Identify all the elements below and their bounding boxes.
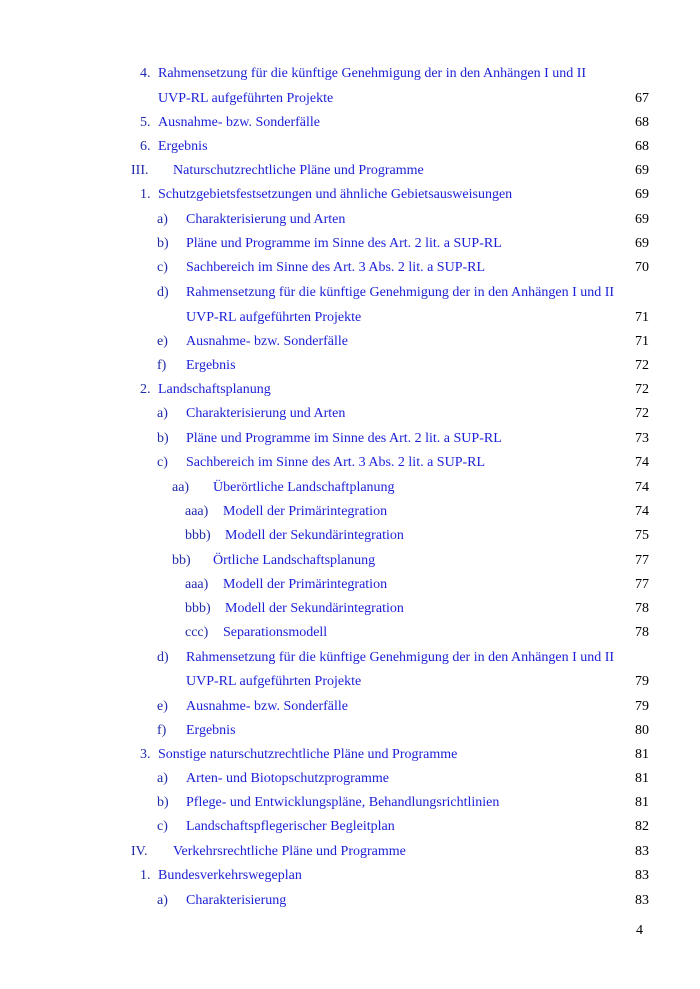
toc-entry-page: 77 xyxy=(635,553,649,568)
toc-entry-title[interactable]: Pläne und Programme im Sinne des Art. 2 lit. a SUP-RL xyxy=(186,236,502,251)
toc-entry-title[interactable]: Bundesverkehrswegeplan xyxy=(158,868,302,883)
toc-entry-page: 81 xyxy=(635,795,649,810)
toc-entry-title[interactable]: UVP-RL aufgeführten Projekte xyxy=(186,310,362,325)
toc-entry[interactable] xyxy=(0,478,700,498)
toc-entry-title[interactable]: Ausnahme- bzw. Sonderfälle xyxy=(186,334,348,349)
toc-entry-title[interactable]: Landschaftspflegerischer Begleitplan xyxy=(186,819,395,834)
toc-entry[interactable] xyxy=(0,429,700,449)
toc-entry-page: 74 xyxy=(635,480,649,495)
toc-entry[interactable] xyxy=(0,866,700,886)
toc-entry-marker: aa) xyxy=(172,480,190,495)
toc-entry[interactable] xyxy=(0,817,700,837)
toc-entry-title[interactable]: Überörtliche Landschaftplanung xyxy=(213,480,395,495)
toc-entry-marker: IV. xyxy=(131,844,148,859)
toc-entry[interactable] xyxy=(0,526,700,546)
toc-entry[interactable] xyxy=(0,453,700,473)
toc-entry[interactable] xyxy=(0,356,700,376)
toc-entry-page: 83 xyxy=(635,844,649,859)
toc-entry[interactable] xyxy=(0,404,700,424)
toc-entry-page: 72 xyxy=(635,382,649,397)
toc-entry[interactable] xyxy=(0,161,700,181)
toc-entry-title[interactable]: Rahmensetzung für die künftige Genehmigung der in den Anhängen I und II xyxy=(186,285,615,300)
toc-entry-marker: a) xyxy=(157,212,168,227)
toc-entry-title[interactable]: Ausnahme- bzw. Sonderfälle xyxy=(186,699,348,714)
toc-entry[interactable] xyxy=(0,137,700,157)
toc-entry-page: 82 xyxy=(635,819,649,834)
toc-entry-marker: 5. xyxy=(140,115,151,130)
toc-entry[interactable] xyxy=(0,697,700,717)
toc-entry-title[interactable]: Modell der Primärintegration xyxy=(223,577,388,592)
toc-entry-marker: f) xyxy=(157,358,167,373)
toc-entry-marker: c) xyxy=(157,455,168,470)
toc-entry-title[interactable]: Ausnahme- bzw. Sonderfälle xyxy=(158,115,320,130)
toc-entry-marker: aaa) xyxy=(185,504,209,519)
toc-entry-page: 78 xyxy=(635,601,649,616)
toc-entry-page: 83 xyxy=(635,868,649,883)
toc-entry-title[interactable]: Arten- und Biotopschutzprogramme xyxy=(186,771,389,786)
toc-entry-page: 79 xyxy=(635,699,649,714)
toc-entry-marker: d) xyxy=(157,285,169,300)
toc-entry-marker: 1. xyxy=(140,187,151,202)
toc-entry-page: 78 xyxy=(635,625,649,640)
toc-entry-title[interactable]: Rahmensetzung für die künftige Genehmigung der in den Anhängen I und II xyxy=(186,650,615,665)
toc-entry-title[interactable]: Charakterisierung und Arten xyxy=(186,212,346,227)
toc-entry-marker: 6. xyxy=(140,139,151,154)
toc-entry[interactable] xyxy=(0,113,700,133)
toc-entry-marker: a) xyxy=(157,406,168,421)
toc-entry[interactable] xyxy=(0,234,700,254)
toc-entry-page: 71 xyxy=(635,310,649,325)
toc-entry-page: 74 xyxy=(635,455,649,470)
toc-entry-title[interactable]: Rahmensetzung für die künftige Genehmigung der in den Anhängen I und II xyxy=(158,66,587,81)
toc-entry-marker: c) xyxy=(157,260,168,275)
toc-entry-title[interactable]: UVP-RL aufgeführten Projekte xyxy=(186,674,362,689)
toc-entry-title[interactable]: UVP-RL aufgeführten Projekte xyxy=(158,91,334,106)
toc-entry-page: 81 xyxy=(635,747,649,762)
toc-entry-page: 72 xyxy=(635,406,649,421)
toc-entry-marker: bbb) xyxy=(185,528,211,543)
toc-entry-marker: bbb) xyxy=(185,601,211,616)
toc-entry-marker: f) xyxy=(157,723,167,738)
toc-entry-page: 81 xyxy=(635,771,649,786)
toc-entry-page: 77 xyxy=(635,577,649,592)
toc-entry[interactable] xyxy=(0,502,700,522)
toc-entry-page: 79 xyxy=(635,674,649,689)
toc-entry-page: 72 xyxy=(635,358,649,373)
toc-entry[interactable] xyxy=(0,721,700,741)
toc-entry-page: 69 xyxy=(635,187,649,202)
toc-entry-marker: III. xyxy=(131,163,149,178)
toc-entry-marker: 4. xyxy=(140,66,151,81)
toc-entry-title[interactable]: Naturschutzrechtliche Pläne und Programme xyxy=(173,163,424,178)
toc-entry-title[interactable]: Modell der Sekundärintegration xyxy=(225,528,404,543)
toc-entry-title[interactable]: Sonstige naturschutzrechtliche Pläne und Programme xyxy=(158,747,458,762)
toc-entry[interactable] xyxy=(0,185,700,205)
toc-entry-title[interactable]: Ergebnis xyxy=(158,139,208,154)
toc-entry-marker: 1. xyxy=(140,868,151,883)
toc-entry-marker: b) xyxy=(157,236,169,251)
toc-entry-title[interactable]: Sachbereich im Sinne des Art. 3 Abs. 2 lit. a SUP-RL xyxy=(186,455,486,470)
toc-entry-page: 80 xyxy=(635,723,649,738)
toc-entry-page: 74 xyxy=(635,504,649,519)
toc-entry-marker: a) xyxy=(157,771,168,786)
toc-entry-title[interactable]: Modell der Sekundärintegration xyxy=(225,601,404,616)
toc-entry[interactable] xyxy=(0,283,700,303)
toc-entry-title[interactable]: Separationsmodell xyxy=(223,625,328,640)
toc-entry[interactable] xyxy=(0,551,700,571)
toc-entry[interactable] xyxy=(0,64,700,84)
toc-entry[interactable] xyxy=(0,648,700,668)
toc-entry-title[interactable]: Charakterisierung xyxy=(186,893,287,908)
toc-entry-title[interactable]: Pflege- und Entwicklungspläne, Behandlungsrichtlinien xyxy=(186,795,500,810)
toc-entry-page: 83 xyxy=(635,893,649,908)
toc-entry-marker: aaa) xyxy=(185,577,209,592)
toc-entry-title[interactable]: Schutzgebietsfestsetzungen und ähnliche Gebietsausweisungen xyxy=(158,187,513,202)
toc-entry-marker: e) xyxy=(157,334,168,349)
toc-entry[interactable] xyxy=(0,769,700,789)
toc-entry-title[interactable]: Sachbereich im Sinne des Art. 3 Abs. 2 lit. a SUP-RL xyxy=(186,260,486,275)
toc-entry[interactable] xyxy=(0,745,700,765)
toc-entry-page: 71 xyxy=(635,334,649,349)
toc-entry-marker: bb) xyxy=(172,553,191,568)
toc-entry-page: 68 xyxy=(635,115,649,130)
toc-entry-page: 69 xyxy=(635,163,649,178)
toc-entry[interactable] xyxy=(0,575,700,595)
toc-entry[interactable] xyxy=(0,842,700,862)
toc-entry-title[interactable]: Landschaftsplanung xyxy=(158,382,271,397)
toc-entry-title[interactable]: Pläne und Programme im Sinne des Art. 2 lit. a SUP-RL xyxy=(186,431,502,446)
toc-entry[interactable] xyxy=(0,332,700,352)
toc-entry-page: 69 xyxy=(635,236,649,251)
toc-entry-page: 70 xyxy=(635,260,649,275)
toc-entry[interactable] xyxy=(0,210,700,230)
toc-entry-marker: b) xyxy=(157,431,169,446)
toc-entry-title[interactable]: Modell der Primärintegration xyxy=(223,504,388,519)
toc-entry-title[interactable]: Örtliche Landschaftsplanung xyxy=(213,553,376,568)
toc-entry[interactable] xyxy=(0,672,700,692)
toc-entry-page: 73 xyxy=(635,431,649,446)
toc-entry-marker: c) xyxy=(157,819,168,834)
page-number: 4 xyxy=(636,923,643,938)
toc-entry-page: 69 xyxy=(635,212,649,227)
toc-entry-page: 68 xyxy=(635,139,649,154)
toc-entry[interactable] xyxy=(0,599,700,619)
toc-entry-title[interactable]: Verkehrsrechtliche Pläne und Programme xyxy=(173,844,406,859)
toc-entry[interactable] xyxy=(0,380,700,400)
toc-entry-page: 67 xyxy=(635,91,649,106)
toc-entry-marker: ccc) xyxy=(185,625,209,640)
toc-entry-title[interactable]: Ergebnis xyxy=(186,358,236,373)
toc-entry-title[interactable]: Charakterisierung und Arten xyxy=(186,406,346,421)
toc-entry-marker: 2. xyxy=(140,382,151,397)
toc-entry-page: 75 xyxy=(635,528,649,543)
toc-entry[interactable] xyxy=(0,793,700,813)
toc-entry-marker: e) xyxy=(157,699,168,714)
toc-entry-title[interactable]: Ergebnis xyxy=(186,723,236,738)
toc-entry-marker: 3. xyxy=(140,747,151,762)
toc-entry[interactable] xyxy=(0,891,700,911)
toc-entry[interactable] xyxy=(0,258,700,278)
toc-entry[interactable] xyxy=(0,308,700,328)
toc-entry[interactable] xyxy=(0,89,700,109)
toc-entry-marker: d) xyxy=(157,650,169,665)
toc-entry[interactable] xyxy=(0,623,700,643)
toc-entry-marker: a) xyxy=(157,893,168,908)
toc-entry-marker: b) xyxy=(157,795,169,810)
